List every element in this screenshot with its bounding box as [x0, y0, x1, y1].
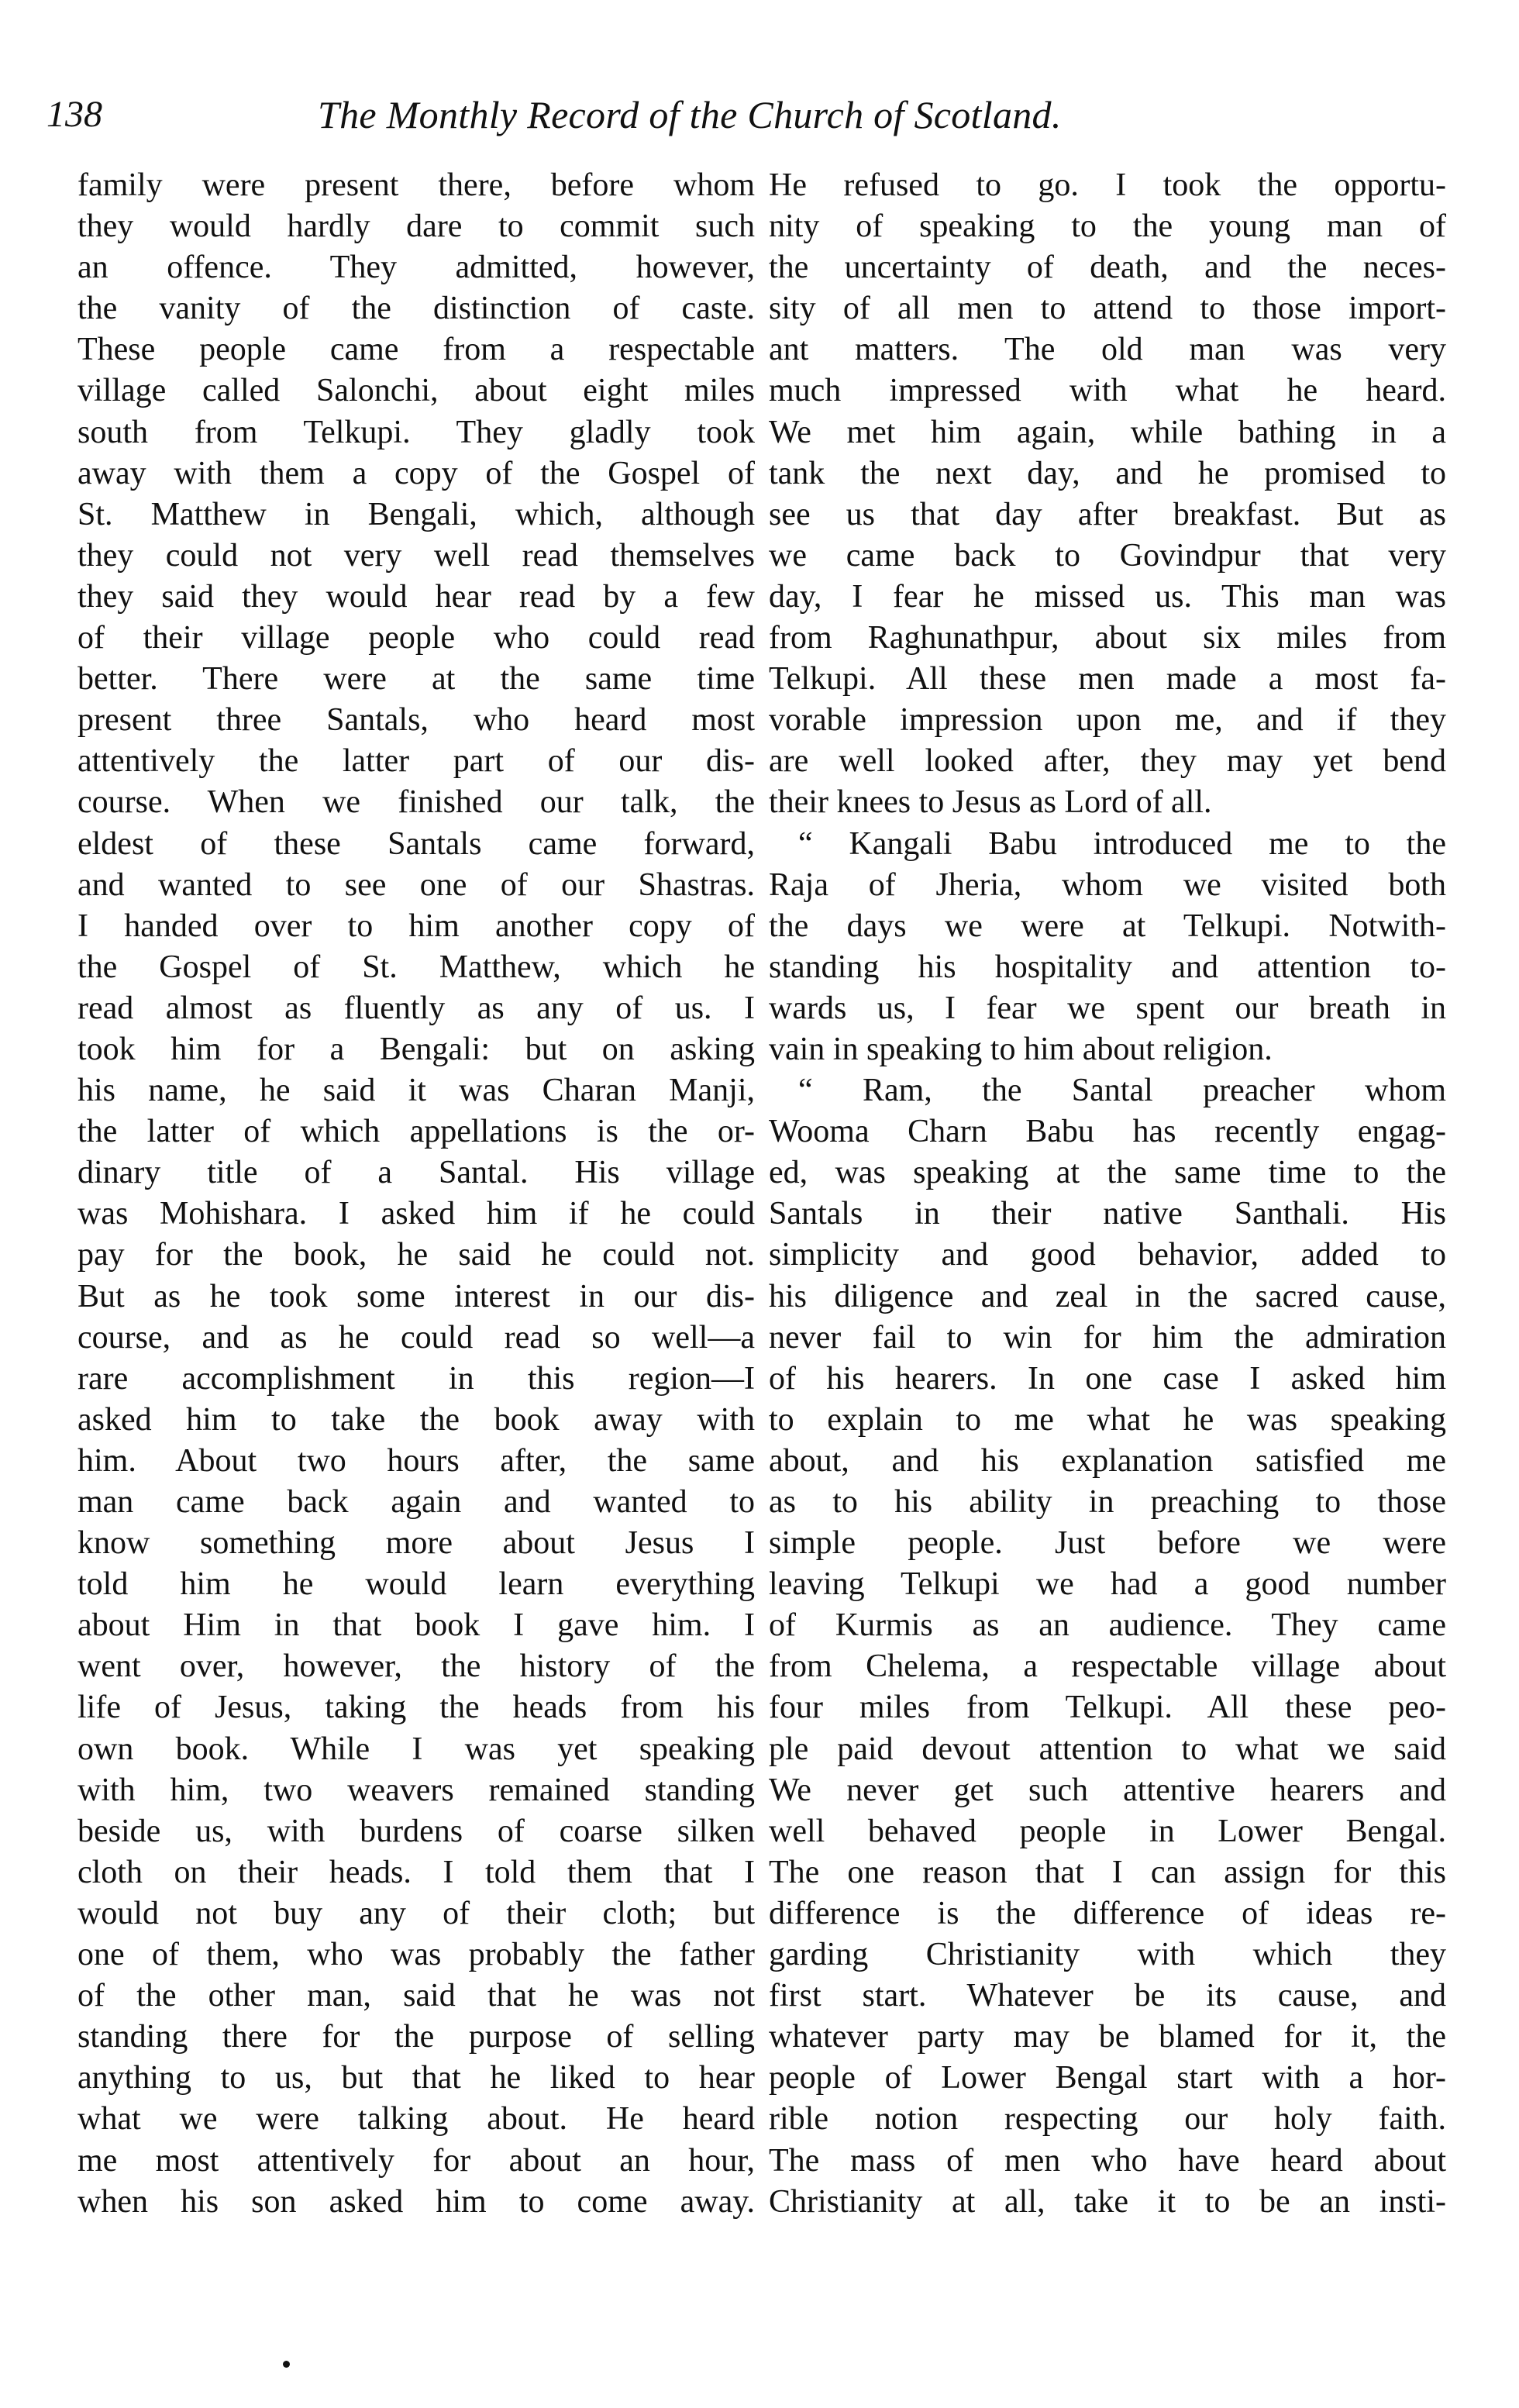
page-header	[46, 91, 1432, 146]
text-line: better. There were at the same time	[78, 661, 755, 698]
text-line: cloth on their heads. I told them that I	[78, 1854, 755, 1890]
text-line: from Raghunathpur, about six miles from	[769, 620, 1446, 656]
text-line: standing there for the purpose of selling	[78, 2019, 755, 2055]
text-line: attentively the latter part of our dis-	[78, 743, 755, 780]
text-line: south from Telkupi. They gladly took	[78, 414, 755, 450]
text-line: leaving Telkupi we had a good number	[769, 1566, 1446, 1603]
text-line: garding Christianity with which they	[769, 1937, 1446, 1973]
text-line: know something more about Jesus I	[78, 1525, 755, 1562]
text-line: wards us, I fear we spent our breath in	[769, 990, 1446, 1026]
text-line: me most attentively for about an hour,	[78, 2142, 755, 2179]
text-line: ed, was speaking at the same time to the	[769, 1155, 1446, 1191]
text-line: Wooma Charn Babu has recently engag-	[769, 1114, 1446, 1150]
text-line: rible notion respecting our holy faith.	[769, 2101, 1446, 2138]
text-line: of his hearers. In one case I asked him	[769, 1360, 1446, 1397]
text-line: difference is the difference of ideas re-	[769, 1895, 1446, 1931]
running-title: The Monthly Record of the Church of Scotland.	[318, 93, 1062, 136]
text-line: vorable impression upon me, and if they	[769, 702, 1446, 739]
text-line: We met him again, while bathing in a	[769, 414, 1446, 450]
text-line: course, and as he could read so well—a	[78, 1319, 755, 1356]
text-line: first start. Whatever be its cause, and	[769, 1978, 1446, 2014]
text-line: would not buy any of their cloth; but	[78, 1895, 755, 1931]
text-line: we came back to Govindpur that very	[769, 537, 1446, 574]
text-line: own book. While I was yet speaking	[78, 1731, 755, 1767]
text-line: man came back again and wanted to	[78, 1484, 755, 1520]
text-line: tank the next day, and he promised to	[769, 455, 1446, 491]
text-line: they said they would hear read by a few	[78, 578, 755, 615]
text-line: standing his hospitality and attention to-	[769, 949, 1446, 985]
text-line: whatever party may be blamed for it, the	[769, 2019, 1446, 2055]
text-line: Raja of Jheria, whom we visited both	[769, 866, 1446, 903]
text-line: He refused to go. I took the opportu-	[769, 167, 1446, 203]
text-line: as to his ability in preaching to those	[769, 1484, 1446, 1520]
text-line: vain in speaking to him about religion.	[769, 1031, 1273, 1067]
text-line: the vanity of the distinction of caste.	[78, 291, 755, 327]
text-line: much impressed with what he heard.	[769, 373, 1446, 409]
text-line: We never get such attentive hearers and	[769, 1772, 1446, 1808]
text-line: ant matters. The old man was very	[769, 332, 1446, 368]
text-line: St. Matthew in Bengali, which, although	[78, 496, 755, 532]
text-line: when his son asked him to come away.	[78, 2183, 755, 2220]
text-line: beside us, with burdens of coarse silken	[78, 1813, 755, 1849]
text-line: Santals in their native Santhali. His	[769, 1196, 1446, 1232]
text-line: of the other man, said that he was not	[78, 1978, 755, 2014]
text-line: dinary title of a Santal. His village	[78, 1155, 755, 1191]
text-line: about, and his explanation satisfied me	[769, 1442, 1446, 1479]
text-line: But as he took some interest in our dis-	[78, 1278, 755, 1314]
right-text-column	[769, 165, 1446, 2223]
text-line: family were present there, before whom	[78, 167, 755, 203]
text-line: the Gospel of St. Matthew, which he	[78, 949, 755, 985]
text-line: their knees to Jesus as Lord of all.	[769, 784, 1212, 821]
text-line: his diligence and zeal in the sacred cause,	[769, 1278, 1446, 1314]
text-line: nity of speaking to the young man of	[769, 208, 1446, 245]
text-line: life of Jesus, taking the heads from his	[78, 1690, 755, 1726]
text-line: told him he would learn everything	[78, 1566, 755, 1603]
text-line: of Kurmis as an audience. They came	[769, 1607, 1446, 1644]
text-line: The mass of men who have heard about	[769, 2142, 1446, 2179]
printing-speck	[283, 2361, 290, 2368]
text-line: “ Ram, the Santal preacher whom	[798, 1073, 1446, 1109]
text-line: anything to us, but that he liked to hear	[78, 2060, 755, 2096]
text-line: away with them a copy of the Gospel of	[78, 455, 755, 491]
text-line: was Mohishara. I asked him if he could	[78, 1196, 755, 1232]
text-line: to explain to me what he was speaking	[769, 1401, 1446, 1438]
text-line: about Him in that book I gave him. I	[78, 1607, 755, 1644]
text-line: and wanted to see one of our Shastras.	[78, 866, 755, 903]
text-line: they would hardly dare to commit such	[78, 208, 755, 245]
text-line: his name, he said it was Charan Manji,	[78, 1073, 755, 1109]
text-line: The one reason that I can assign for this	[769, 1854, 1446, 1890]
text-line: him. About two hours after, the same	[78, 1442, 755, 1479]
text-line: one of them, who was probably the father	[78, 1937, 755, 1973]
text-line: are well looked after, they may yet bend	[769, 743, 1446, 780]
text-line: read almost as fluently as any of us. I	[78, 990, 755, 1026]
text-line: from Chelema, a respectable village about	[769, 1648, 1446, 1685]
text-line: asked him to take the book away with	[78, 1401, 755, 1438]
text-line: an offence. They admitted, however,	[78, 250, 755, 286]
text-line: they could not very well read themselves	[78, 537, 755, 574]
text-line: took him for a Bengali: but on asking	[78, 1031, 755, 1067]
text-line: I handed over to him another copy of	[78, 908, 755, 944]
text-line: simple people. Just before we were	[769, 1525, 1446, 1562]
text-line: “ Kangali Babu introduced me to the	[798, 825, 1446, 862]
text-line: went over, however, the history of the	[78, 1648, 755, 1685]
text-line: what we were talking about. He heard	[78, 2101, 755, 2138]
text-line: never fail to win for him the admiration	[769, 1319, 1446, 1356]
text-line: the latter of which appellations is the or-	[78, 1114, 755, 1150]
text-line: with him, two weavers remained standing	[78, 1772, 755, 1808]
text-line: four miles from Telkupi. All these peo-	[769, 1690, 1446, 1726]
text-line: the days we were at Telkupi. Notwith-	[769, 908, 1446, 944]
text-line: course. When we finished our talk, the	[78, 784, 755, 821]
text-line: ple paid devout attention to what we said	[769, 1731, 1446, 1767]
text-line: simplicity and good behavior, added to	[769, 1237, 1446, 1273]
text-line: Christianity at all, take it to be an insti-	[769, 2183, 1446, 2220]
text-line: pay for the book, he said he could not.	[78, 1237, 755, 1273]
text-line: see us that day after breakfast. But as	[769, 496, 1446, 532]
text-line: rare accomplishment in this region—I	[78, 1360, 755, 1397]
left-text-column	[78, 165, 755, 2223]
text-line: village called Salonchi, about eight miles	[78, 373, 755, 409]
page-number: 138	[46, 94, 102, 135]
text-line: people of Lower Bengal start with a hor-	[769, 2060, 1446, 2096]
text-line: sity of all men to attend to those import-	[769, 291, 1446, 327]
text-line: eldest of these Santals came forward,	[78, 825, 755, 862]
text-line: These people came from a respectable	[78, 332, 755, 368]
text-line: of their village people who could read	[78, 620, 755, 656]
text-line: present three Santals, who heard most	[78, 702, 755, 739]
text-line: well behaved people in Lower Bengal.	[769, 1813, 1446, 1849]
text-line: the uncertainty of death, and the neces-	[769, 250, 1446, 286]
text-line: day, I fear he missed us. This man was	[769, 578, 1446, 615]
text-line: Telkupi. All these men made a most fa-	[769, 661, 1446, 698]
